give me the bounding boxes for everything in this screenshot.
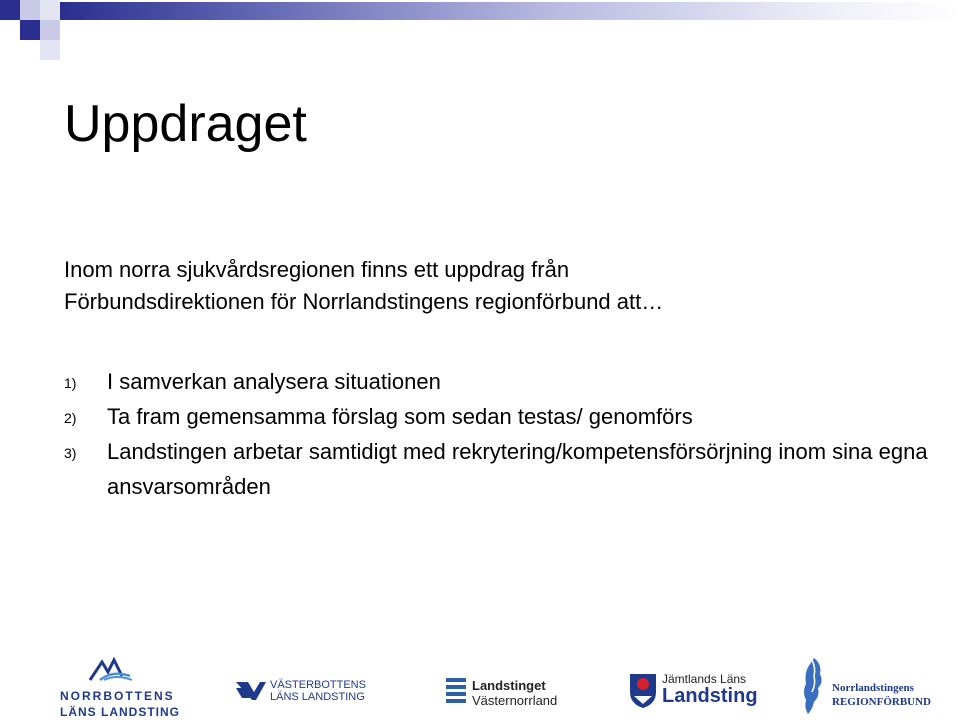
regionforbund-subname: REGIONFÖRBUND	[832, 696, 932, 708]
deco-square	[0, 0, 20, 20]
list-item	[64, 364, 960, 399]
jamtland-name: Jämtlands Läns	[662, 672, 747, 686]
list-item-text: Landstingen arbetar samtidigt med rekrytering/kompetensförsörjning inom sina egna ansvarsområden	[107, 439, 928, 499]
list-item-text: Ta fram gemensamma förslag som sedan testas/ genomförs	[107, 404, 693, 429]
sweden-map-icon	[800, 658, 826, 716]
logo-row	[0, 650, 960, 721]
deco-square	[40, 40, 60, 60]
regionforbund-logo	[800, 658, 950, 718]
deco-square	[40, 20, 60, 40]
vasternorrland-logo	[446, 676, 576, 710]
intro-text	[64, 254, 663, 318]
vasternorrland-name: Landstinget	[472, 678, 546, 693]
list-number: 2)	[64, 410, 77, 426]
jamtland-subname: Landsting	[662, 685, 758, 707]
norrbotten-subname: LÄNS LANDSTING	[60, 705, 180, 719]
header-decoration	[0, 0, 960, 60]
deco-fade-bar	[60, 2, 960, 20]
jamtland-logo	[628, 670, 758, 716]
vasternorrland-subname: Västernorrland	[472, 693, 558, 708]
jamtland-emblem-icon	[628, 670, 658, 710]
vasterbotten-emblem-icon	[236, 678, 266, 702]
list-number: 3)	[64, 445, 77, 461]
task-list	[64, 364, 960, 504]
norrbotten-logo	[60, 654, 180, 719]
intro-line: Förbundsdirektionen för Norrlandstingens regionförbund att…	[64, 289, 664, 314]
intro-line: Inom norra sjukvårdsregionen finns ett uppdrag från	[64, 257, 570, 282]
slide-title: Uppdraget	[64, 95, 307, 153]
deco-square	[40, 0, 60, 20]
list-item-text: I samverkan analysera situationen	[107, 369, 441, 394]
regionforbund-name: Norrlandstingens	[832, 682, 914, 694]
vasterbotten-subname: LÄNS LANDSTING	[270, 691, 365, 703]
list-item	[64, 434, 960, 504]
list-item	[64, 399, 960, 434]
list-number: 1)	[64, 375, 77, 391]
vasterbotten-name: VÄSTERBOTTENS	[270, 679, 366, 691]
deco-square	[20, 0, 40, 20]
norrbotten-name: NORRBOTTENS	[60, 689, 175, 703]
vasternorrland-emblem-icon	[446, 676, 466, 706]
deco-square	[20, 20, 40, 40]
vasterbotten-logo	[236, 678, 386, 708]
norrbotten-emblem-icon	[60, 654, 170, 682]
